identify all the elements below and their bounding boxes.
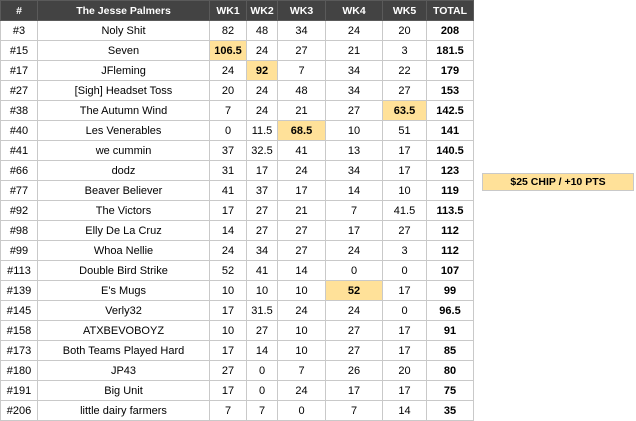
cell-wk4[interactable]: 34: [326, 61, 383, 81]
cell-wk2[interactable]: 32.5: [247, 141, 278, 161]
cell-wk3[interactable]: 17: [278, 181, 326, 201]
header-total[interactable]: TOTAL: [427, 1, 474, 21]
cell-wk4[interactable]: 17: [326, 381, 383, 401]
cell-total[interactable]: 91: [427, 321, 474, 341]
cell-team[interactable]: Elly De La Cruz: [38, 221, 210, 241]
table-row: [1, 361, 474, 381]
cell-wk1[interactable]: 52: [210, 261, 247, 281]
cell-wk5[interactable]: 17: [383, 141, 427, 161]
cell-wk3[interactable]: 7: [278, 361, 326, 381]
header-wk1[interactable]: WK1: [210, 1, 247, 21]
cell-total[interactable]: 112: [427, 241, 474, 261]
cell-team[interactable]: Noly Shit: [38, 21, 210, 41]
cell-rank[interactable]: #139: [1, 281, 38, 301]
cell-team[interactable]: Big Unit: [38, 381, 210, 401]
cell-wk2[interactable]: 48: [247, 21, 278, 41]
cell-wk5[interactable]: 17: [383, 341, 427, 361]
chip-note-cell[interactable]: $25 CHIP / +10 PTS: [482, 173, 634, 191]
cell-rank[interactable]: #27: [1, 81, 38, 101]
cell-wk1[interactable]: 24: [210, 61, 247, 81]
cell-wk1[interactable]: 17: [210, 381, 247, 401]
cell-total[interactable]: 123: [427, 161, 474, 181]
cell-total[interactable]: 107: [427, 261, 474, 281]
cell-wk2[interactable]: 14: [247, 341, 278, 361]
cell-wk5[interactable]: 3: [383, 41, 427, 61]
cell-wk3[interactable]: 41: [278, 141, 326, 161]
cell-rank[interactable]: #38: [1, 101, 38, 121]
cell-total[interactable]: 35: [427, 401, 474, 421]
cell-total[interactable]: 112: [427, 221, 474, 241]
cell-wk1[interactable]: 17: [210, 301, 247, 321]
header-rank[interactable]: #: [1, 1, 38, 21]
table-row: [1, 301, 474, 321]
cell-wk2[interactable]: 10: [247, 281, 278, 301]
cell-total[interactable]: 179: [427, 61, 474, 81]
cell-wk3[interactable]: 0: [278, 401, 326, 421]
cell-rank[interactable]: #180: [1, 361, 38, 381]
cell-wk1[interactable]: 17: [210, 341, 247, 361]
cell-wk3[interactable]: 10: [278, 281, 326, 301]
cell-wk1[interactable]: 17: [210, 201, 247, 221]
cell-wk4[interactable]: 27: [326, 101, 383, 121]
cell-wk4[interactable]: 27: [326, 321, 383, 341]
cell-rank[interactable]: #145: [1, 301, 38, 321]
cell-wk4[interactable]: 0: [326, 261, 383, 281]
cell-wk3[interactable]: 27: [278, 241, 326, 261]
cell-rank[interactable]: #98: [1, 221, 38, 241]
cell-total[interactable]: 99: [427, 281, 474, 301]
table-row: [1, 321, 474, 341]
cell-rank[interactable]: #173: [1, 341, 38, 361]
cell-wk1[interactable]: 0: [210, 121, 247, 141]
cell-wk1[interactable]: 37: [210, 141, 247, 161]
cell-wk4[interactable]: 7: [326, 201, 383, 221]
cell-wk2[interactable]: 31.5: [247, 301, 278, 321]
cell-wk5[interactable]: 20: [383, 21, 427, 41]
cell-wk4[interactable]: 24: [326, 21, 383, 41]
cell-rank[interactable]: #99: [1, 241, 38, 261]
cell-rank[interactable]: #17: [1, 61, 38, 81]
cell-total[interactable]: 80: [427, 361, 474, 381]
cell-wk5[interactable]: 41.5: [383, 201, 427, 221]
cell-team[interactable]: ATXBEVOBOYZ: [38, 321, 210, 341]
cell-wk5[interactable]: 63.5: [383, 101, 427, 121]
cell-team[interactable]: Seven: [38, 41, 210, 61]
cell-total[interactable]: 85: [427, 341, 474, 361]
cell-wk1[interactable]: 7: [210, 401, 247, 421]
cell-rank[interactable]: #41: [1, 141, 38, 161]
table-row: [1, 381, 474, 401]
table-row: [1, 161, 474, 181]
cell-total[interactable]: 119: [427, 181, 474, 201]
cell-wk3[interactable]: 68.5: [278, 121, 326, 141]
cell-wk3[interactable]: 14: [278, 261, 326, 281]
cell-rank[interactable]: #92: [1, 201, 38, 221]
cell-total[interactable]: 142.5: [427, 101, 474, 121]
cell-wk2[interactable]: 7: [247, 401, 278, 421]
cell-total[interactable]: 181.5: [427, 41, 474, 61]
cell-rank[interactable]: #40: [1, 121, 38, 141]
cell-rank[interactable]: #66: [1, 161, 38, 181]
cell-wk2[interactable]: 27: [247, 221, 278, 241]
cell-total[interactable]: 140.5: [427, 141, 474, 161]
cell-rank[interactable]: #158: [1, 321, 38, 341]
cell-wk5[interactable]: 0: [383, 301, 427, 321]
cell-team[interactable]: JFleming: [38, 61, 210, 81]
cell-wk4[interactable]: 34: [326, 161, 383, 181]
cell-wk1[interactable]: 14: [210, 221, 247, 241]
cell-rank[interactable]: #113: [1, 261, 38, 281]
cell-wk1[interactable]: 20: [210, 81, 247, 101]
cell-wk2[interactable]: 11.5: [247, 121, 278, 141]
table-row: [1, 101, 474, 121]
cell-team[interactable]: Both Teams Played Hard: [38, 341, 210, 361]
cell-wk4[interactable]: 14: [326, 181, 383, 201]
cell-wk5[interactable]: 17: [383, 321, 427, 341]
cell-wk4[interactable]: 24: [326, 241, 383, 261]
header-wk3[interactable]: WK3: [278, 1, 326, 21]
cell-wk1[interactable]: 31: [210, 161, 247, 181]
cell-wk2[interactable]: 0: [247, 361, 278, 381]
header-wk4[interactable]: WK4: [326, 1, 383, 21]
cell-wk5[interactable]: 14: [383, 401, 427, 421]
cell-wk3[interactable]: 10: [278, 321, 326, 341]
cell-wk5[interactable]: 0: [383, 261, 427, 281]
table-row: [1, 281, 474, 301]
cell-wk4[interactable]: 10: [326, 121, 383, 141]
cell-wk3[interactable]: 27: [278, 221, 326, 241]
cell-wk5[interactable]: 17: [383, 161, 427, 181]
cell-wk2[interactable]: 27: [247, 201, 278, 221]
cell-wk1[interactable]: 41: [210, 181, 247, 201]
cell-wk3[interactable]: 21: [278, 201, 326, 221]
cell-total[interactable]: 141: [427, 121, 474, 141]
cell-wk1[interactable]: 27: [210, 361, 247, 381]
cell-rank[interactable]: #206: [1, 401, 38, 421]
cell-wk3[interactable]: 27: [278, 41, 326, 61]
cell-team[interactable]: Beaver Believer: [38, 181, 210, 201]
cell-total[interactable]: 153: [427, 81, 474, 101]
cell-wk5[interactable]: 17: [383, 281, 427, 301]
cell-total[interactable]: 75: [427, 381, 474, 401]
table-row: [1, 141, 474, 161]
table-row: [1, 21, 474, 41]
table-row: [1, 81, 474, 101]
table-row: [1, 61, 474, 81]
cell-wk5[interactable]: 27: [383, 81, 427, 101]
cell-wk2[interactable]: 41: [247, 261, 278, 281]
table-row: [1, 241, 474, 261]
cell-wk2[interactable]: 24: [247, 41, 278, 61]
cell-wk2[interactable]: 34: [247, 241, 278, 261]
cell-wk5[interactable]: 27: [383, 221, 427, 241]
cell-wk2[interactable]: 17: [247, 161, 278, 181]
cell-wk2[interactable]: 24: [247, 101, 278, 121]
cell-wk5[interactable]: 17: [383, 381, 427, 401]
header-row: [1, 1, 474, 21]
header-wk2[interactable]: WK2: [247, 1, 278, 21]
cell-rank[interactable]: #15: [1, 41, 38, 61]
cell-team[interactable]: Verly32: [38, 301, 210, 321]
cell-wk1[interactable]: 82: [210, 21, 247, 41]
cell-team[interactable]: Double Bird Strike: [38, 261, 210, 281]
table-row: [1, 341, 474, 361]
cell-wk3[interactable]: 7: [278, 61, 326, 81]
cell-wk1[interactable]: 10: [210, 321, 247, 341]
cell-total[interactable]: 113.5: [427, 201, 474, 221]
cell-wk4[interactable]: 52: [326, 281, 383, 301]
cell-wk4[interactable]: 21: [326, 41, 383, 61]
cell-wk4[interactable]: 13: [326, 141, 383, 161]
cell-wk4[interactable]: 26: [326, 361, 383, 381]
cell-team[interactable]: E's Mugs: [38, 281, 210, 301]
cell-wk3[interactable]: 10: [278, 341, 326, 361]
cell-wk2[interactable]: 37: [247, 181, 278, 201]
cell-team[interactable]: [Sigh] Headset Toss: [38, 81, 210, 101]
cell-total[interactable]: 208: [427, 21, 474, 41]
cell-wk3[interactable]: 24: [278, 161, 326, 181]
table-row: [1, 261, 474, 281]
table-row: [1, 201, 474, 221]
cell-wk1[interactable]: 7: [210, 101, 247, 121]
cell-team[interactable]: The Victors: [38, 201, 210, 221]
cell-wk5[interactable]: 3: [383, 241, 427, 261]
cell-team[interactable]: dodz: [38, 161, 210, 181]
cell-wk4[interactable]: 17: [326, 221, 383, 241]
cell-wk3[interactable]: 21: [278, 101, 326, 121]
cell-wk2[interactable]: 0: [247, 381, 278, 401]
table-row: [1, 181, 474, 201]
cell-wk2[interactable]: 24: [247, 81, 278, 101]
header-team[interactable]: The Jesse Palmers: [38, 1, 210, 21]
cell-rank[interactable]: #191: [1, 381, 38, 401]
cell-wk4[interactable]: 7: [326, 401, 383, 421]
cell-wk5[interactable]: 10: [383, 181, 427, 201]
cell-wk3[interactable]: 24: [278, 301, 326, 321]
cell-team[interactable]: little dairy farmers: [38, 401, 210, 421]
cell-team[interactable]: we cummin: [38, 141, 210, 161]
cell-wk5[interactable]: 51: [383, 121, 427, 141]
cell-team[interactable]: JP43: [38, 361, 210, 381]
table-row: [1, 121, 474, 141]
cell-wk4[interactable]: 34: [326, 81, 383, 101]
cell-wk3[interactable]: 48: [278, 81, 326, 101]
cell-wk5[interactable]: 20: [383, 361, 427, 381]
cell-wk2[interactable]: 92: [247, 61, 278, 81]
cell-total[interactable]: 96.5: [427, 301, 474, 321]
cell-wk1[interactable]: 10: [210, 281, 247, 301]
cell-rank[interactable]: #77: [1, 181, 38, 201]
cell-wk3[interactable]: 24: [278, 381, 326, 401]
table-row: [1, 221, 474, 241]
cell-wk5[interactable]: 22: [383, 61, 427, 81]
cell-wk1[interactable]: 106.5: [210, 41, 247, 61]
header-wk5[interactable]: WK5: [383, 1, 427, 21]
table-row: [1, 41, 474, 61]
cell-team[interactable]: Les Venerables: [38, 121, 210, 141]
cell-wk4[interactable]: 24: [326, 301, 383, 321]
cell-wk2[interactable]: 27: [247, 321, 278, 341]
cell-wk1[interactable]: 24: [210, 241, 247, 261]
cell-wk4[interactable]: 27: [326, 341, 383, 361]
cell-rank[interactable]: #3: [1, 21, 38, 41]
cell-team[interactable]: Whoa Nellie: [38, 241, 210, 261]
cell-wk3[interactable]: 34: [278, 21, 326, 41]
cell-team[interactable]: The Autumn Wind: [38, 101, 210, 121]
